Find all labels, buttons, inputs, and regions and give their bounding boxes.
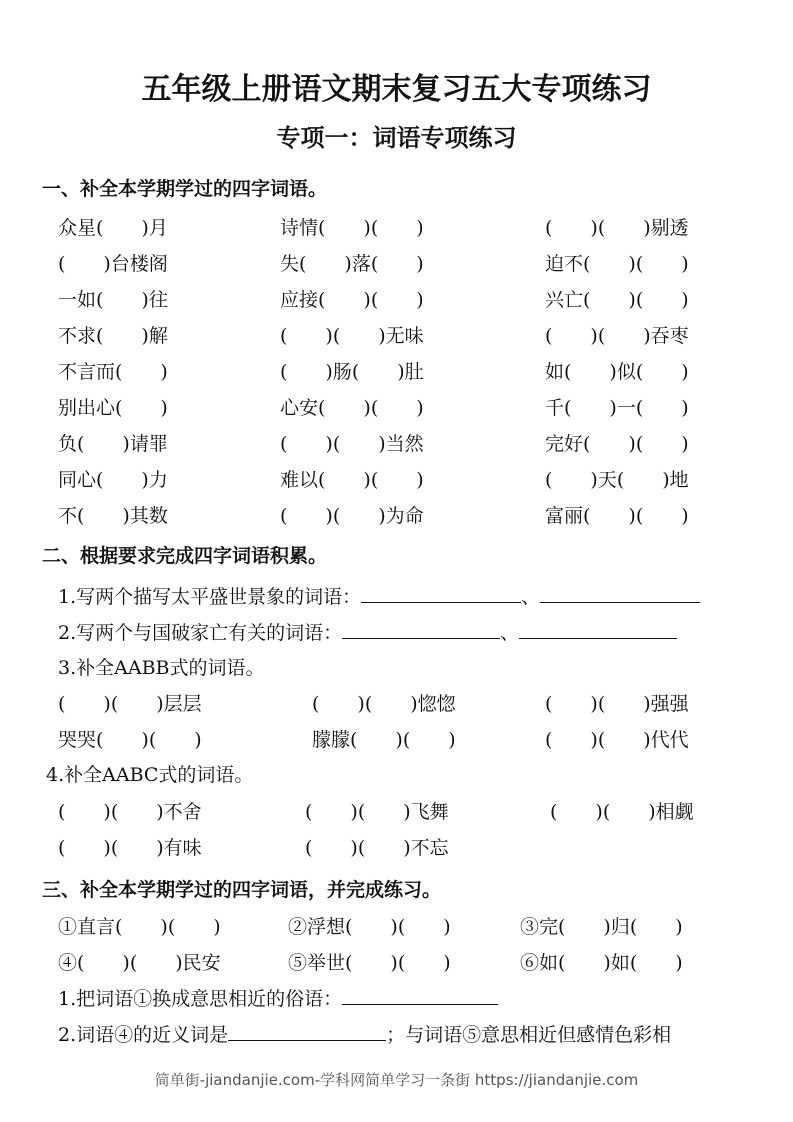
word-item: ( )天( )地 — [545, 469, 689, 491]
word-item: 应接( )( ) — [280, 289, 424, 311]
answer-blank[interactable] — [540, 584, 700, 603]
word-item: 完好( )( ) — [545, 433, 689, 455]
word-item: ( )( )剔透 — [545, 217, 689, 239]
separator: 、 — [521, 586, 541, 608]
section1-heading: 一、补全本学期学过的四字词语。 — [42, 178, 328, 200]
word-item: ( )( )吞枣 — [545, 325, 689, 347]
footer-watermark: 简单街-jiandanjie.com-学科网简单学习一条街 https://jiandanjie.com — [154, 1071, 639, 1089]
word-item: 一如( )往 — [58, 289, 168, 311]
word-item: ③完( )归( ) — [520, 916, 683, 938]
word-item: ( )( )有味 — [58, 837, 202, 859]
answer-blank[interactable] — [342, 986, 498, 1005]
question-3-2-suffix: ；与词语⑤意思相近但感情色彩相 — [386, 1024, 672, 1046]
word-item: 朦朦( )( ) — [312, 729, 456, 751]
question-2-2 — [58, 620, 677, 646]
page-subtitle: 专项一：词语专项练习 — [276, 124, 517, 152]
word-item: ②浮想( )( ) — [288, 916, 451, 938]
word-item: ( )( )层层 — [58, 693, 202, 715]
word-item: 迫不( )( ) — [545, 253, 689, 275]
word-item: 诗情( )( ) — [280, 217, 424, 239]
word-item: 难以( )( ) — [280, 469, 424, 491]
question-2-2-text: 2.写两个与国破家亡有关的词语： — [58, 622, 343, 644]
section3-heading: 三、补全本学期学过的四字词语，并完成练习。 — [42, 879, 442, 901]
page-title: 五年级上册语文期末复习五大专项练习 — [141, 72, 652, 107]
question-2-3: 3.补全AABB式的词语。 — [58, 657, 265, 679]
word-item: ⑤举世( )( ) — [288, 952, 451, 974]
word-item: ( )( )为命 — [280, 505, 424, 527]
question-3-2 — [58, 1022, 671, 1048]
word-item: ( )( )强强 — [545, 693, 689, 715]
question-3-2-prefix: 2.词语④的近义词是 — [58, 1024, 229, 1046]
word-item: 哭哭( )( ) — [58, 729, 202, 751]
word-item: ①直言( )( ) — [58, 916, 221, 938]
word-item: 兴亡( )( ) — [545, 289, 689, 311]
word-item: ( )( )飞舞 — [305, 801, 449, 823]
word-item: ( )( )代代 — [545, 729, 689, 751]
section2-heading: 二、根据要求完成四字词语积累。 — [42, 545, 328, 567]
word-item: ( )肠( )肚 — [280, 361, 424, 383]
question-2-1-text: 1.写两个描写太平盛世景象的词语： — [58, 586, 362, 608]
word-item: ( )台楼阁 — [58, 253, 168, 275]
answer-blank[interactable] — [361, 584, 521, 603]
word-item: 富丽( )( ) — [545, 505, 689, 527]
word-item: 别出心( ) — [58, 397, 168, 419]
word-item: 不( )其数 — [58, 505, 168, 527]
question-3-1 — [58, 986, 498, 1012]
answer-blank[interactable] — [519, 620, 677, 639]
word-item: 失( )落( ) — [280, 253, 424, 275]
word-item: 同心( )力 — [58, 469, 168, 491]
word-item: ⑥如( )如( ) — [520, 952, 683, 974]
word-item: ( )( )不舍 — [58, 801, 202, 823]
word-item: ( )( )当然 — [280, 433, 424, 455]
question-3-1-text: 1.把词语①换成意思相近的俗语： — [58, 988, 343, 1010]
word-item: ④( )( )民安 — [58, 952, 221, 974]
word-item: ( )( )惚惚 — [312, 693, 456, 715]
word-item: 如( )似( ) — [545, 361, 689, 383]
answer-blank[interactable] — [342, 620, 500, 639]
word-item: ( )( )不忘 — [305, 837, 449, 859]
word-item: 心安( )( ) — [280, 397, 424, 419]
word-item: 不求( )解 — [58, 325, 168, 347]
word-item: ( )( )相觑 — [550, 801, 694, 823]
separator: 、 — [500, 622, 520, 644]
answer-blank[interactable] — [228, 1022, 386, 1041]
question-2-1 — [58, 584, 700, 610]
word-item: 众星( )月 — [58, 217, 168, 239]
word-item: ( )( )无味 — [280, 325, 424, 347]
question-2-4: 4.补全AABC式的词语。 — [46, 764, 254, 786]
word-item: 千( )一( ) — [545, 397, 689, 419]
word-item: 不言而( ) — [58, 361, 168, 383]
word-item: 负( )请罪 — [58, 433, 168, 455]
